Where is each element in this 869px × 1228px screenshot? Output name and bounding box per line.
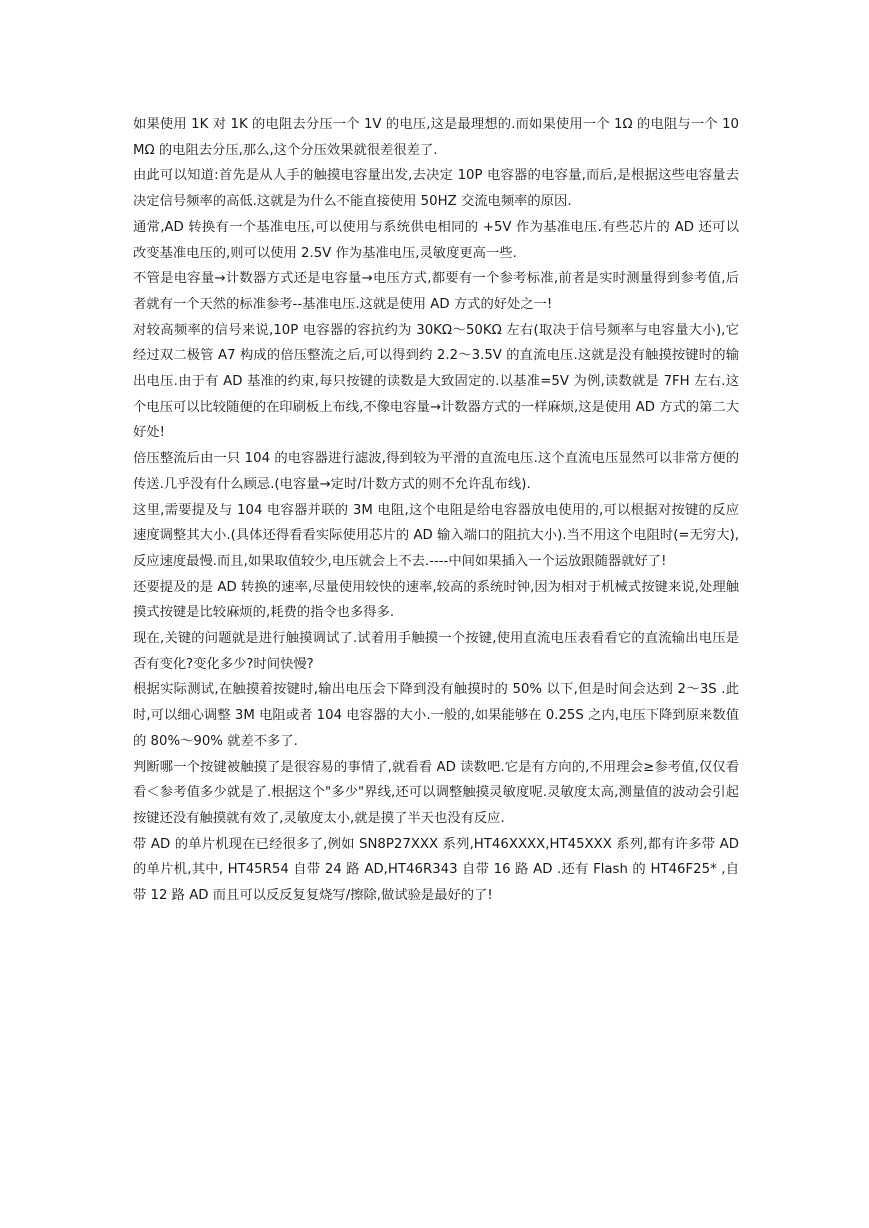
paragraph-discharge-resistor: 这里,需要提及与 104 电容器并联的 3M 电阻,这个电阻是给电容器放电使用的,可以根据对按键的反应速度调整其大小.(具体还得看看实际使用芯片的 AD 输入端口的阻抗大小).当不用这个电阻时(=无穷大),反应速度最慢.而且,如果取值较少,电压就会上不去.----中间如果插入一个运放跟随器就好了! xyxy=(133,502,739,569)
paragraph-voltage-divider: 如果使用 1K 对 1K 的电阻去分压一个 1V 的电压,这是最理想的.而如果使用一个 1Ω 的电阻与一个 10MΩ 的电阻去分压,那么,这个分压效果就很差很差了. xyxy=(133,117,739,158)
paragraph-capacitance-frequency: 由此可以知道:首先是从人手的触摸电容量出发,去决定 10P 电容器的电容量,而后,是根据这些电容量去决定信号频率的高低.这就是为什么不能直接使用 50HZ 交流电频率的原因. xyxy=(133,168,739,210)
paragraph-mcu-examples: 带 AD 的单片机现在已经很多了,例如 SN8P27XXX 系列,HT46XXXX,HT45XXX 系列,都有许多带 AD 的单片机,其中, HT45R54 自带 24 路 AD,HT46R343 自带 16 路 AD .还有 Flash 的 HT46F25* ,自带 12 路 AD 而且可以反反复复烧写/擦除,做试验是最好的了! xyxy=(133,836,739,904)
paragraph-high-frequency-signal: 对较高频率的信号来说,10P 电容器的容抗约为 30KΩ～50KΩ 左右(取决于信号频率与电容量大小),它经过双二极管 A7 构成的倍压整流之后,可以得到约 2.2～3.5V 的直流电压.这就是没有触摸按键时的输出电压.由于有 AD 基准的约束,每只按键的读数是大致固定的.以基准=5V 为例,读数就是 7FH 左右.这个电压可以比较随便的在印刷板上布线,不像电容量→计数器方式的一样麻烦,这是使用 AD 方式的第二大好处! xyxy=(133,322,739,441)
paragraph-reference-standard: 不管是电容量→计数器方式还是电容量→电压方式,都要有一个参考标准,前者是实时测量得到参考值,后者就有一个天然的标准参考--基准电压.这就是使用 AD 方式的好处之一! xyxy=(133,271,739,312)
paragraph-ad-rate: 还要提及的是 AD 转换的速率,尽量使用较快的速率,较高的系统时钟,因为相对于机械式按键来说,处理触摸式按键是比较麻烦的,耗费的指令也多得多. xyxy=(133,579,739,621)
paragraph-reference-voltage: 通常,AD 转换有一个基准电压,可以使用与系统供电相同的 +5V 作为基准电压.有些芯片的 AD 还可以改变基准电压的,则可以使用 2.5V 作为基准电压,灵敏度更高一些. xyxy=(133,219,739,261)
paragraph-touch-debug: 现在,关键的问题就是进行触摸调试了.试着用手触摸一个按键,使用直流电压表看看它的直流输出电压是否有变化?变化多少?时间快慢? xyxy=(133,631,739,672)
paragraph-test-results: 根据实际测试,在触摸着按键时,输出电压会下降到没有触摸时的 50% 以下,但是时间会达到 2～3S .此时,可以细心调整 3M 电阻或者 104 电容器的大小.一般的,如果能够在 0.25S 之内,电压下降到原来数值的 80%～90% 就差不多了. xyxy=(133,682,739,749)
document-body xyxy=(133,112,739,909)
paragraph-key-detection: 判断哪一个按键被触摸了是很容易的事情了,就看看 AD 读数吧.它是有方向的,不用理会≥参考值,仅仅看看＜参考值多少就是了.根据这个"多少"界线,还可以调整触摸灵敏度呢.灵敏度太高,测量值的波动会引起按键还没有触摸就有效了,灵敏度太小,就是摸了半天也没有反应. xyxy=(133,759,739,826)
paragraph-filtering: 倍压整流后由一只 104 的电容器进行滤波,得到较为平滑的直流电压.这个直流电压显然可以非常方便的传送.几乎没有什么顾忌.(电容量→定时/计数方式的则不允许乱布线). xyxy=(133,451,739,492)
